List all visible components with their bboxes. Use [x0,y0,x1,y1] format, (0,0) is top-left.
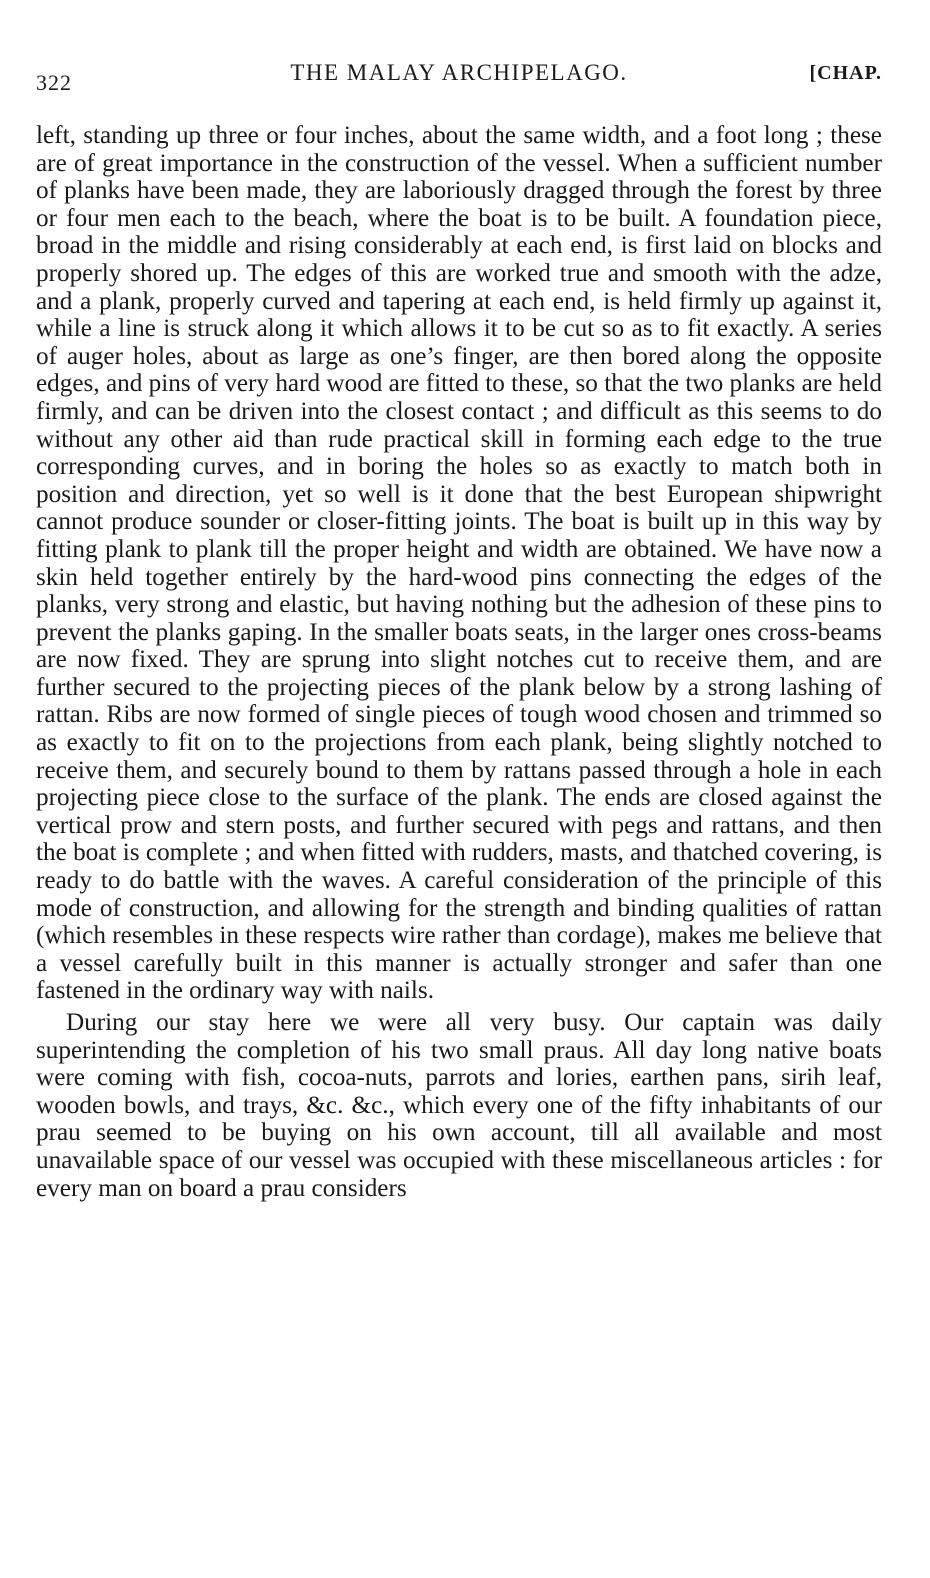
paragraph-continued: left, standing up three or four inches, about the same width, and a foot long ; these are of great importance in the construction of the vessel. When a sufficient number of planks have been made, they are laboriously dragged through the forest by three or four men each to the beach, where the boat is to be built. A foundation piece, broad in the middle and rising considerably at each end, is first laid on blocks and properly shored up. The edges of this are worked true and smooth with the adze, and a plank, properly curved and tapering at each end, is held firmly up against it, while a line is struck along it which allows it to be cut so as to fit exactly. A series of auger holes, about as large as one’s finger, are then bored along the opposite edges, and pins of very hard wood are fitted to these, so that the two planks are held firmly, and can be driven into the closest contact ; and difficult as this seems to do without any other aid than rude practical skill in forming each edge to the true corresponding curves, and in boring the holes so as exactly to match both in position and direction, yet so well is it done that the best European shipwright cannot produce sounder or closer-fitting joints. The boat is built up in this way by fitting plank to plank till the proper height and width are obtained. We have now a skin held together entirely by the hard-wood pins connecting the edges of the planks, very strong and elastic, but having nothing but the adhesion of these pins to prevent the planks gaping. In the smaller boats seats, in the larger ones cross-beams are now fixed. They are sprung into slight notches cut to receive them, and are further secured to the projecting pieces of the plank below by a strong lashing of rattan. Ribs are now formed of single pieces of tough wood chosen and trimmed so as exactly to fit on to the projections from each plank, being slightly notched to receive them, and securely bound to them by rattans passed through a hole in each projecting piece close to the surface of the plank. The ends are closed against the vertical prow and stern posts, and further secured with pegs and rattans, and then the boat is complete ; and when fitted with rudders, masts, and thatched covering, is ready to do battle with the waves. A careful consideration of the principle of this mode of construction, and allowing for the strength and binding qualities of rattan (which resembles in these respects wire rather than cordage), makes me believe that a vessel carefully built in this manner is actually stronger and safer than one fastened in the ordinary way with nails. [36,122,882,1005]
paragraph: During our stay here we were all very busy. Our captain was daily superintending the completion of his two small praus. All day long native boats were coming with fish, cocoa-nuts, parrots and lories, earthen pans, sirih leaf, wooden bowls, and trays, &c. &c., which every one of the fifty inhabitants of our prau seemed to be buying on his own account, till all available and most unavailable space of our vessel was occupied with these miscellaneous articles : for every man on board a prau considers [36,1009,882,1202]
book-title: THE MALAY ARCHIPELAGO. [290,60,628,85]
body-text [36,122,882,1202]
running-head [36,56,882,96]
book-page [36,56,882,1202]
page-number: 322 [36,70,72,95]
chapter-mark: [CHAP. [809,62,882,84]
